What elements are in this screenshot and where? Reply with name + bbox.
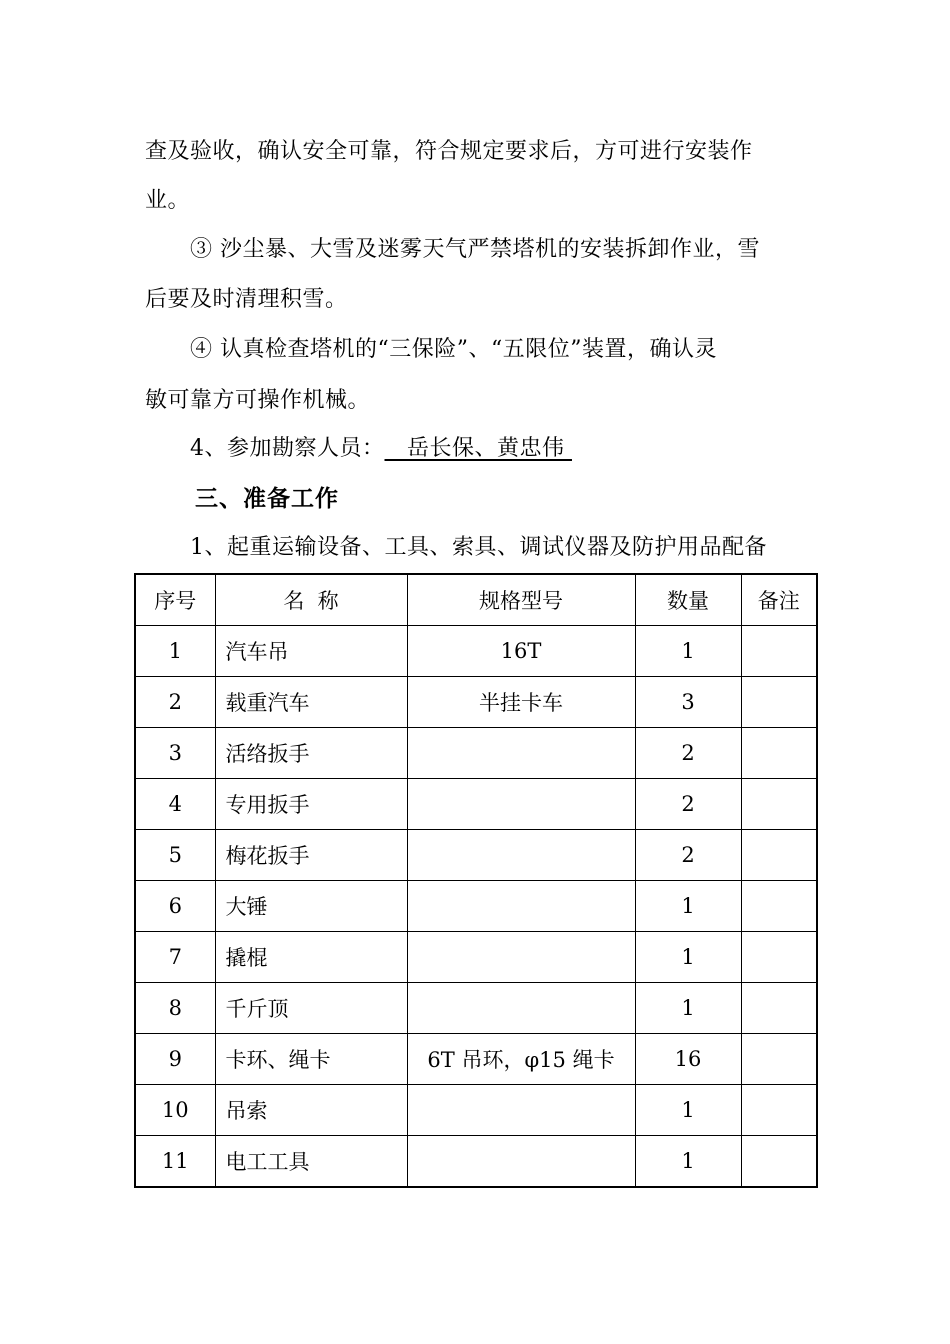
- row-name: 大锤: [215, 881, 407, 932]
- row-remark: [741, 830, 817, 881]
- row-spec: [407, 779, 635, 830]
- row-name: 梅花扳手: [215, 830, 407, 881]
- paragraph-line: 后要及时清理积雪。: [145, 287, 348, 312]
- row-remark: [741, 881, 817, 932]
- table-row: [135, 932, 817, 983]
- row-spec: [407, 1085, 635, 1136]
- row-spec: [407, 1136, 635, 1188]
- row-index: 9: [135, 1034, 215, 1085]
- row-spec: [407, 830, 635, 881]
- row-name: 载重汽车: [215, 677, 407, 728]
- survey-personnel-names: 岳长保、黄忠伟: [384, 436, 572, 461]
- row-quantity: 1: [635, 932, 741, 983]
- header-remark: 备注: [741, 574, 817, 626]
- row-name: 专用扳手: [215, 779, 407, 830]
- row-index: 6: [135, 881, 215, 932]
- row-name: 千斤顶: [215, 983, 407, 1034]
- row-remark: [741, 1034, 817, 1085]
- table-header-row: [135, 574, 817, 626]
- paragraph-line: 业。: [145, 188, 191, 213]
- row-name: 电工工具: [215, 1136, 407, 1188]
- row-index: 7: [135, 932, 215, 983]
- survey-personnel-label: 4、参加勘察人员：: [190, 436, 385, 461]
- header-quantity: 数量: [635, 574, 741, 626]
- row-name: 吊索: [215, 1085, 407, 1136]
- row-index: 10: [135, 1085, 215, 1136]
- row-quantity: 1: [635, 983, 741, 1034]
- row-index: 11: [135, 1136, 215, 1188]
- row-index: 3: [135, 728, 215, 779]
- row-spec: [407, 881, 635, 932]
- table-row: [135, 881, 817, 932]
- table-row: [135, 728, 817, 779]
- row-quantity: 2: [635, 779, 741, 830]
- row-quantity: 1: [635, 1085, 741, 1136]
- paragraph-line: ④ 认真检查塔机的“三保险”、“五限位”装置，确认灵: [190, 337, 717, 362]
- row-remark: [741, 728, 817, 779]
- row-spec: 16T: [407, 626, 635, 677]
- row-remark: [741, 779, 817, 830]
- table-row: [135, 779, 817, 830]
- paragraph-line: 敏可靠方可操作机械。: [145, 388, 371, 413]
- row-index: 8: [135, 983, 215, 1034]
- header-spec: 规格型号: [407, 574, 635, 626]
- row-name: 卡环、绳卡: [215, 1034, 407, 1085]
- row-spec: [407, 932, 635, 983]
- row-name: 汽车吊: [215, 626, 407, 677]
- header-index: 序号: [135, 574, 215, 626]
- table-row: [135, 1034, 817, 1085]
- row-remark: [741, 626, 817, 677]
- row-remark: [741, 983, 817, 1034]
- section-heading: 三、准备工作: [195, 485, 339, 512]
- row-name: 活络扳手: [215, 728, 407, 779]
- table-row: [135, 677, 817, 728]
- row-index: 2: [135, 677, 215, 728]
- row-name: 撬棍: [215, 932, 407, 983]
- paragraph-line: 查及验收，确认安全可靠，符合规定要求后，方可进行安装作: [145, 139, 753, 164]
- row-quantity: 1: [635, 1136, 741, 1188]
- table-row: [135, 1136, 817, 1188]
- row-index: 5: [135, 830, 215, 881]
- equipment-table: [134, 573, 818, 1188]
- row-quantity: 1: [635, 626, 741, 677]
- row-remark: [741, 1136, 817, 1188]
- row-spec: [407, 728, 635, 779]
- row-quantity: 1: [635, 881, 741, 932]
- row-quantity: 3: [635, 677, 741, 728]
- table-row: [135, 830, 817, 881]
- table-row: [135, 983, 817, 1034]
- row-quantity: 16: [635, 1034, 741, 1085]
- row-quantity: 2: [635, 830, 741, 881]
- row-spec: 6T 吊环，φ15 绳卡: [407, 1034, 635, 1085]
- row-spec: [407, 983, 635, 1034]
- row-remark: [741, 932, 817, 983]
- section-item: 1、起重运输设备、工具、索具、调试仪器及防护用品配备: [190, 535, 767, 560]
- table-row: [135, 626, 817, 677]
- survey-personnel-line: [190, 434, 572, 464]
- row-spec: 半挂卡车: [407, 677, 635, 728]
- row-index: 4: [135, 779, 215, 830]
- paragraph-line: ③ 沙尘暴、大雪及迷雾天气严禁塔机的安装拆卸作业，雪: [190, 237, 760, 262]
- table-body: [135, 626, 817, 1188]
- row-index: 1: [135, 626, 215, 677]
- row-remark: [741, 677, 817, 728]
- row-remark: [741, 1085, 817, 1136]
- table-row: [135, 1085, 817, 1136]
- row-quantity: 2: [635, 728, 741, 779]
- header-name: 名 称: [215, 574, 407, 626]
